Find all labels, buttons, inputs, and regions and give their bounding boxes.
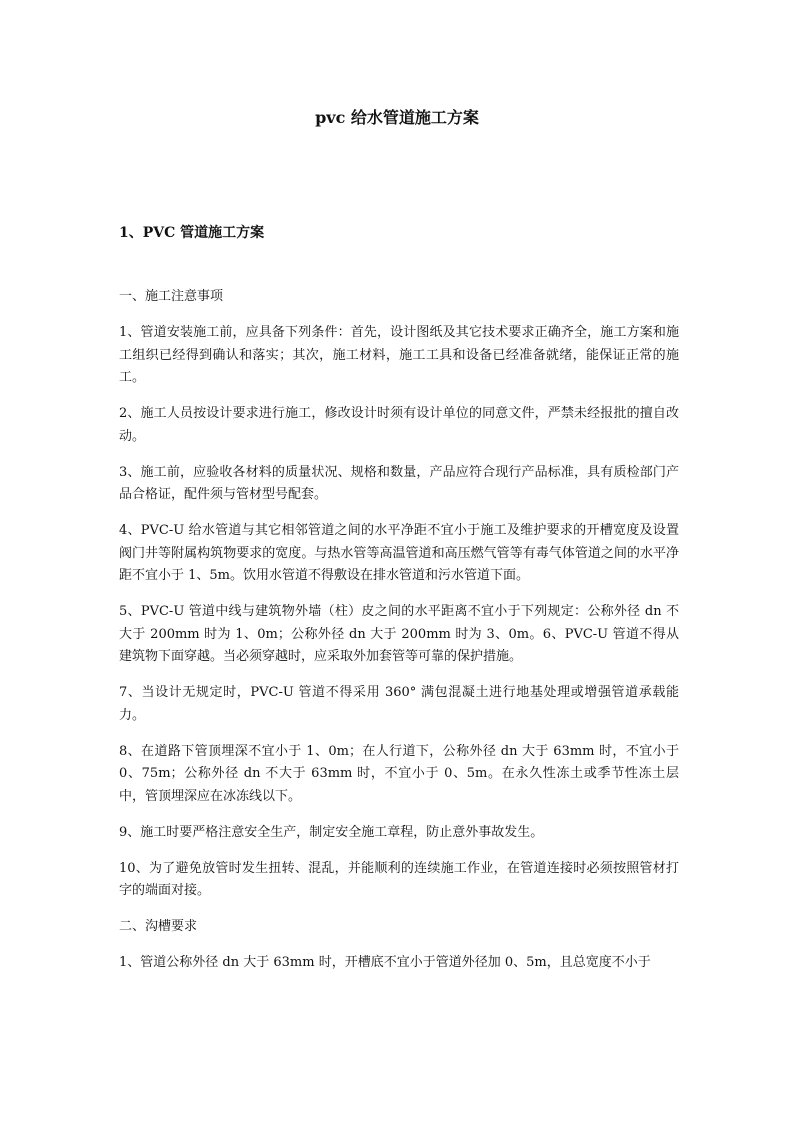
subsection-heading-trench: 二、沟槽要求	[119, 919, 198, 934]
paragraph: 4、PVC-U 给水管道与其它相邻管道之间的水平净距不宜小于施工及维护要求的开槽宽度及设置阀门井等附属构筑物要求的宽度。与热水管等高温管道和高压燃气管等有毒气体管道之间的水平净距不宜小于 1、5m。饮用水管道不得敷设在排水管道和污水管道下面。	[119, 523, 679, 583]
paragraph: 9、施工时要严格注意安全生产，制定安全施工章程，防止意外事故发生。	[119, 824, 544, 840]
paragraph: 8、在道路下管顶埋深不宜小于 1、0m；在人行道下，公称外径 dn 大于 63mm 时，不宜小于 0、75m；公称外径 dn 不大于 63mm 时，不宜小于 0、5m。在永久性冻土或季节性冻土层中，管顶埋深应在冰冻线以下。	[119, 743, 679, 804]
paragraph: 3、施工前，应验收各材料的质量状况、规格和数量，产品应符合现行产品标准，具有质检部门产品合格证，配件须与管材型号配套。	[119, 464, 679, 502]
document-title: pvc 给水管道施工方案	[315, 108, 479, 127]
paragraph: 5、PVC-U 管道中线与建筑物外墙（柱）皮之间的水平距离不宜小于下列规定：公称外径 dn 不大于 200mm 时为 1、0m；公称外径 dn 大于 200mm 时为 3、0m。6、PVC-U 管道不得从建筑物下面穿越。当必须穿越时，应采取外加套管等可靠的保护措施。	[119, 604, 679, 664]
paragraph: 1、管道安装施工前，应具备下列条件：首先，设计图纸及其它技术要求正确齐全，施工方案和施工组织已经得到确认和落实；其次，施工材料，施工工具和设备已经准备就绪，能保证正常的施工。	[119, 325, 679, 385]
document-body	[119, 286, 679, 988]
paragraph: 1、管道公称外径 dn 大于 63mm 时，开槽底不宜小于管道外径加 0、5m，且总宽度不小于	[119, 955, 651, 970]
paragraph: 10、为了避免放管时发生扭转、混乱，并能顺利的连续施工作业，在管道连接时必须按照管材打字的端面对接。	[119, 860, 679, 898]
subsection-heading-precautions: 一、施工注意事项	[119, 289, 224, 304]
paragraph: 7、当设计无规定时，PVC-U 管道不得采用 360° 满包混凝土进行地基处理或增强管道承载能力。	[119, 685, 679, 723]
section-title: 1、PVC 管道施工方案	[119, 225, 265, 241]
paragraph: 2、施工人员按设计要求进行施工，修改设计时须有设计单位的同意文件，严禁未经报批的擅自改动。	[119, 406, 679, 444]
